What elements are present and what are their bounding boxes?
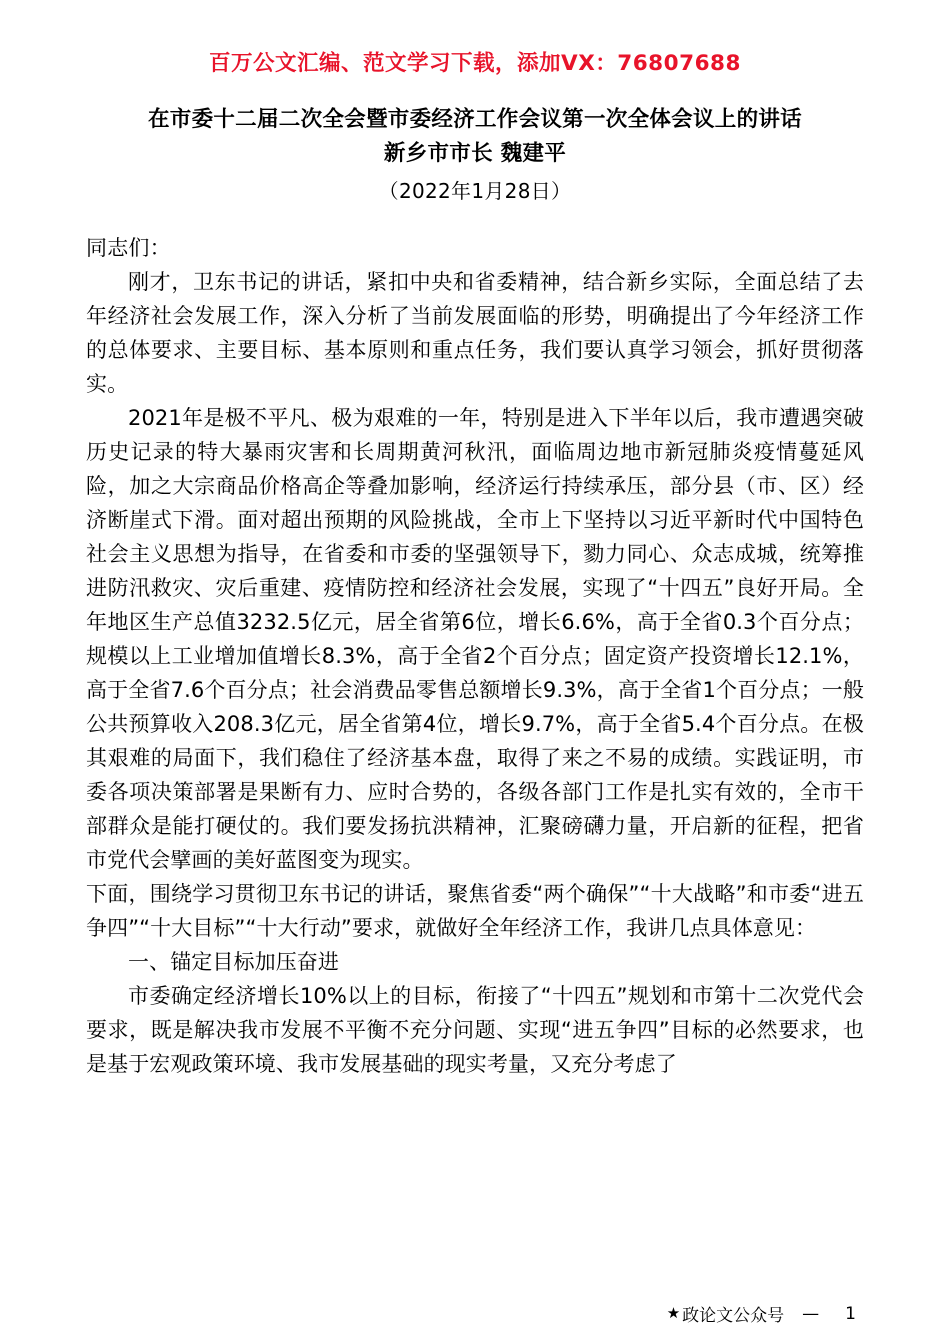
body-paragraph: 下面，围绕学习贯彻卫东书记的讲话，聚焦省委“两个确保”“十大战略”和市委“进五争四”“十大目标”“十大行动”要求，就做好全年经济工作，我讲几点具体意见： <box>86 882 864 941</box>
body-paragraph: 市委确定经济增长10%以上的目标，衔接了“十四五”规划和市第十二次党代会要求，既是解决我市发展不平衡不充分问题、实现“进五争四”目标的必然要求，也是基于宏观政策环境、我市发展基础的现实考量，又充分考虑了 <box>86 984 864 1077</box>
section-heading: 一、锚定目标加压奋进 <box>128 950 339 975</box>
page-footer <box>0 1301 950 1326</box>
footer-brand <box>667 1301 784 1326</box>
page-title: 在市委十二届二次全会暨市委经济工作会议第一次全体会议上的讲话 <box>147 107 802 132</box>
document-date: （2022年1月28日） <box>378 178 572 203</box>
body-paragraph: 刚才，卫东书记的讲话，紧扣中央和省委精神，结合新乡实际，全面总结了去年经济社会发展工作，深入分析了当前发展面临的形势，明确提出了今年经济工作的总体要求、主要目标、基本原则和重点任务，我们要认真学习领会，抓好贯彻落实。 <box>86 269 864 396</box>
body-paragraph: 2021年是极不平凡、极为艰难的一年，特别是进入下半年以后，我市遭遇突破历史记录的特大暴雨灾害和长周期黄河秋汛，面临周边地市新冠肺炎疫情蔓延风险，加之大宗商品价格高企等叠加影响，经济运行持续承压，部分县（市、区）经济断崖式下滑。面对超出预期的风险挑战，全市上下坚持以习近平新时代中国特色社会主义思想为指导，在省委和市委的坚强领导下，勠力同心、众志成城，统筹推进防汛救灾、灾后重建、疫情防控和经济社会发展，实现了“十四五”良好开局。全年地区生产总值3232.5亿元，居全省第6位，增长6.6%，高于全省0.3个百分点；规模以上工业增加值增长8.3%，高于全省2个百分点；固定资产投资增长12.1%，高于全省7.6个百分点；社会消费品零售总额增长9.3%，高于全省1个百分点；一般公共预算收入208.3亿元，居全省第4位，增长9.7%，高于全省5.4个百分点。在极其艰难的局面下，我们稳住了经济基本盘，取得了来之不易的成绩。实践证明，市委各项决策部署是果断有力、应时合势的，各级各部门工作是扎实有效的，全市干部群众是能打硬仗的。我们要发扬抗洪精神，汇聚磅礴力量，开启新的征程，把省市党代会擘画的美好蓝图变为现实。 <box>86 405 864 873</box>
watermark-banner: 百万公文汇编、范文学习下载，添加VX：76807688 <box>209 51 741 76</box>
footer-brand-label: 政论文公众号 <box>682 1306 785 1326</box>
star-icon: ★ <box>666 1304 681 1322</box>
salutation: 同志们： <box>86 235 171 260</box>
footer-dash: — <box>802 1303 820 1324</box>
page-number: 1 <box>845 1303 858 1324</box>
document-author: 新乡市市长 魏建平 <box>383 141 567 167</box>
